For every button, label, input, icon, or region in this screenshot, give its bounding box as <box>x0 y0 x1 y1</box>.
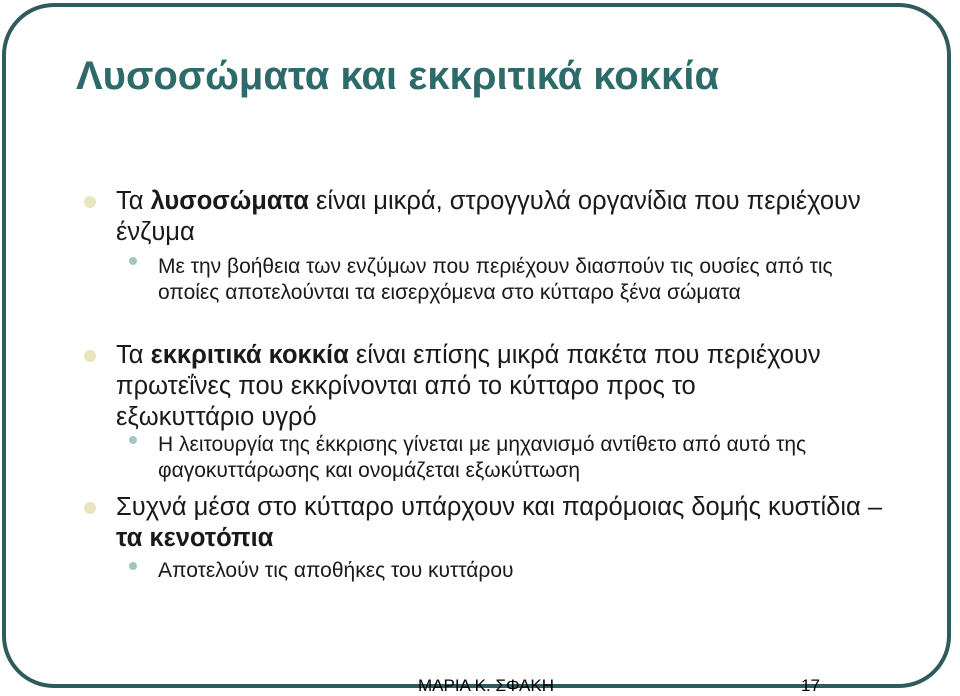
sub-bullet-1-text: Με την βοήθεια των ενζύμων που περιέχουν διασπούν τις ουσίες από τις οποίες αποτελούνται τα εισερχόμενα στο κύτταρο ξένα σώματα <box>158 255 833 304</box>
sub-bullet-marker-3 <box>129 562 137 570</box>
bullet-2-post: είναι επίσης μικρά πακέτα που περιέχουν πρωτεΐνες που εκκρίνονται από το κύτταρο προς το εξωκυττάριο υγρό <box>116 341 821 431</box>
sub-bullet-2-text: Η λειτουργία της έκκρισης γίνεται με μηχανισμό αντίθετο από αυτό της φαγοκυττάρωσης και ονομάζεται εξωκύττωση <box>158 433 807 482</box>
slide-title: Λυσοσώματα και εκκριτικά κοκκία <box>76 54 720 98</box>
bullet-3-text <box>116 492 896 554</box>
sub-bullet-marker-2 <box>129 436 137 444</box>
sub-bullet-3-text: Αποτελούν τις αποθήκες του κυττάρου <box>158 559 514 582</box>
footer-author: ΜΑΡΙΑ Κ. ΣΦΑΚΗ <box>418 676 555 695</box>
sub-bullet-marker-1 <box>129 257 137 265</box>
bullet-marker-1 <box>84 196 96 208</box>
bullet-marker-2 <box>84 350 96 362</box>
bullet-1-post: είναι μικρά, στρογγυλά οργανίδια που περιέχουν ένζυμα <box>116 187 861 246</box>
page-number: 17 <box>801 676 820 695</box>
bullet-1-pre: Τα <box>116 187 151 215</box>
bullet-2-bold: εκκριτικά κοκκία <box>150 341 349 369</box>
bullet-1-bold: λυσοσώματα <box>150 187 309 215</box>
bullet-3-bold: τα κενοτόπια <box>116 524 274 552</box>
bullet-3-pre: Συχνά μέσα στο κύτταρο υπάρχουν και παρόμοιας δομής κυστίδια – <box>116 493 883 521</box>
bullet-marker-3 <box>84 502 96 514</box>
bullet-2-pre: Τα <box>116 341 151 369</box>
bullet-1-text <box>116 186 876 248</box>
bullet-2-text <box>116 340 836 433</box>
